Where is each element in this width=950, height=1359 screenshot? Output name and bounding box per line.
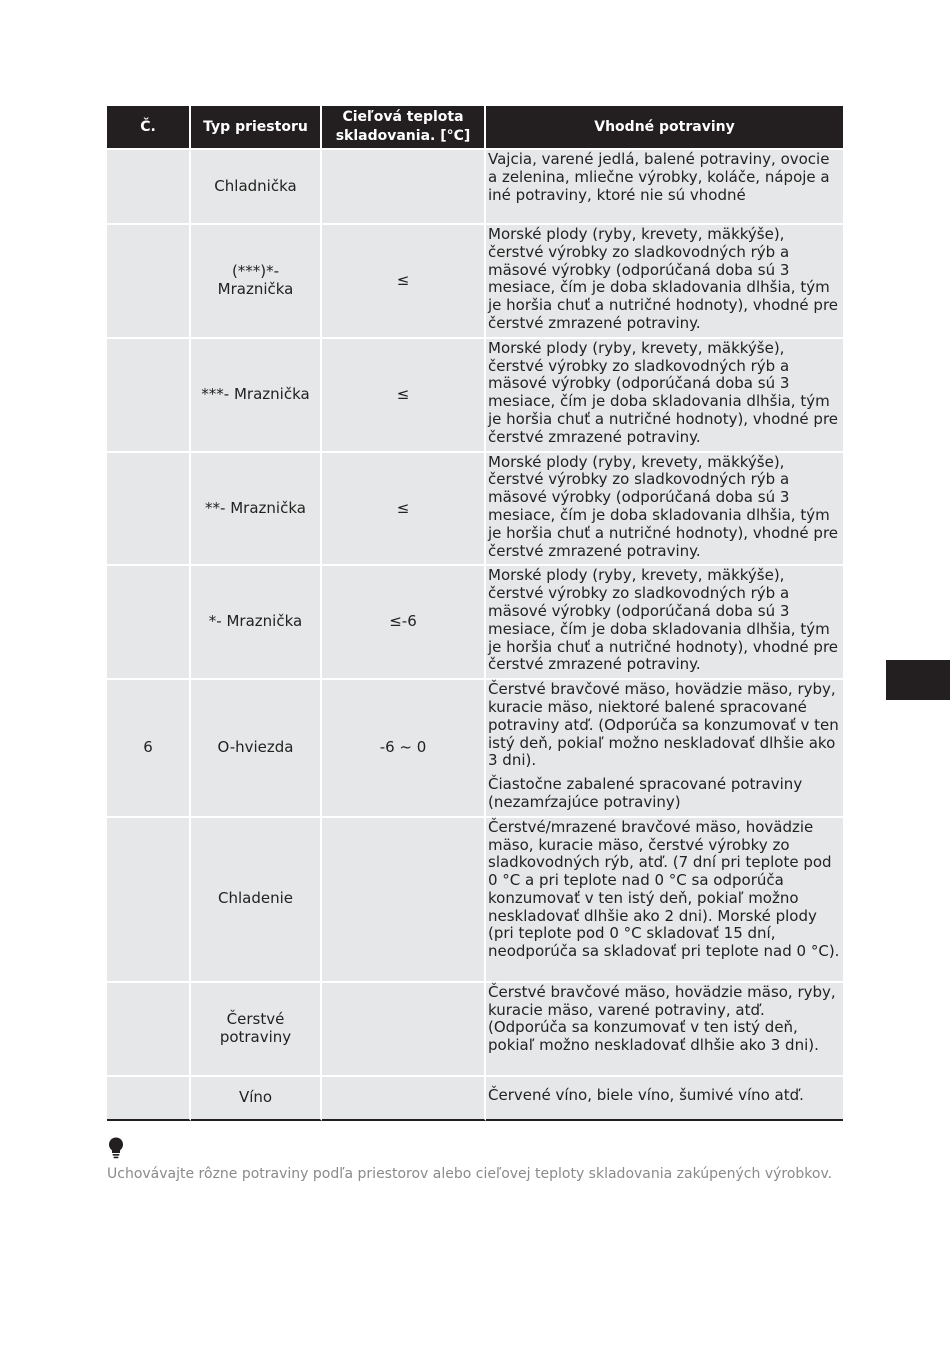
row-temperature: ≤	[322, 339, 486, 453]
row-number	[107, 148, 191, 225]
row-space-type: *- Mraznička	[191, 566, 322, 680]
row-number	[107, 566, 191, 680]
row-number	[107, 1077, 191, 1121]
row-number	[107, 818, 191, 983]
row-foods	[486, 148, 843, 225]
row-temperature: ≤	[322, 225, 486, 339]
table-row	[107, 818, 843, 983]
row-foods-text: Morské plody (ryby, krevety, mäkkýše), čerstvé výrobky zo sladkovodných rýb a mäsové výrobky (odporúčaná doba sú 3 mesiace, čím je doba skladovania dlhšia, tým je horšia chuť a nutričné hodnoty), vhodné pre čerstvé zmrazené potraviny.	[488, 225, 839, 332]
row-foods	[486, 339, 843, 453]
table-row	[107, 1077, 843, 1121]
header-space-type: Typ priestoru	[191, 106, 322, 148]
row-space-type: Chladnička	[191, 148, 322, 225]
row-space-type: Chladenie	[191, 818, 322, 983]
table-row	[107, 983, 843, 1077]
table-row	[107, 225, 843, 339]
row-temperature	[322, 1077, 486, 1121]
row-foods-text: Morské plody (ryby, krevety, mäkkýše), čerstvé výrobky zo sladkovodných rýb a mäsové výrobky (odporúčaná doba sú 3 mesiace, čím je doba skladovania dlhšia, tým je horšia chuť a nutričné hodnoty), vhodné pre čerstvé zmrazené potraviny.	[488, 452, 839, 560]
row-foods	[486, 1077, 843, 1121]
row-foods-text: Čerstvé/mrazené bravčové mäso, hovädzie mäso, kuracie mäso, čerstvé výrobky zo sladkovodných rýb, atď. (7 dní pri teplote pod 0 °C a pri teplote nad 0 °C sa odporúča konzumovať v ten istý deň, pokiaľ možno neskladovať dlhšie ako 2 dni). Morské plody (pri teplote pod 0 °C skladovať 15 dní, neodporúča sa skladovať pri teplote nad 0 °C).	[488, 817, 840, 961]
row-number	[107, 339, 191, 453]
section-tab-marker	[886, 660, 950, 700]
row-space-type: (***)*- Mraznička	[191, 225, 322, 339]
row-temperature	[322, 983, 486, 1077]
row-number: 6	[107, 680, 191, 818]
row-foods-text: Červené víno, biele víno, šumivé víno atď.	[488, 1086, 804, 1105]
row-space-type: **- Mraznička	[191, 453, 322, 567]
table-row	[107, 453, 843, 567]
tip-text: Uchovávajte rôzne potraviny podľa priestorov alebo cieľovej teploty skladovania zakúpených výrobkov.	[107, 1166, 833, 1182]
row-foods	[486, 818, 843, 983]
row-temperature	[322, 818, 486, 983]
row-space-type: Víno	[191, 1077, 322, 1121]
lightbulb-icon	[107, 1137, 125, 1159]
header-suitable-foods: Vhodné potraviny	[486, 106, 843, 148]
table-row	[107, 566, 843, 680]
row-number	[107, 225, 191, 339]
row-foods-text: Čerstvé bravčové mäso, hovädzie mäso, ryby, kuracie mäso, varené potraviny, atď. (Odporúča sa konzumovať v ten istý deň, pokiaľ možno neskladovať dlhšie ako 3 dni).	[488, 982, 836, 1055]
table-row	[107, 339, 843, 453]
row-temperature: -6 ~ 0	[322, 680, 486, 818]
header-number: Č.	[107, 106, 191, 148]
row-temperature	[322, 148, 486, 225]
row-space-type: Čerstvé potraviny	[191, 983, 322, 1077]
row-temperature: ≤	[322, 453, 486, 567]
row-foods	[486, 225, 843, 339]
row-foods	[486, 453, 843, 567]
table-row	[107, 148, 843, 225]
row-foods-text: Vajcia, varené jedlá, balené potraviny, ovocie a zelenina, mliečne výrobky, koláče, nápoje a iné potraviny, ktoré nie sú vhodné	[488, 150, 830, 204]
row-foods-text: Morské plody (ryby, krevety, mäkkýše), čerstvé výrobky zo sladkovodných rýb a mäsové výrobky (odporúčaná doba sú 3 mesiace, čím je doba skladovania dlhšia, tým je horšia chuť a nutričné hodnoty), vhodné pre čerstvé zmrazené potraviny.	[488, 566, 839, 674]
row-foods	[486, 680, 843, 818]
row-temperature: ≤-6	[322, 566, 486, 680]
row-foods-extra: Čiastočne zabalené spracované potraviny (nezamŕzajúce potraviny)	[488, 775, 803, 811]
row-space-type: ***- Mraznička	[191, 339, 322, 453]
row-number	[107, 453, 191, 567]
row-foods	[486, 566, 843, 680]
row-number	[107, 983, 191, 1077]
header-target-temperature: Cieľová teplota skladovania. [°C]	[322, 106, 486, 148]
row-foods-text: Čerstvé bravčové mäso, hovädzie mäso, ryby, kuracie mäso, niektoré balené spracované potraviny atď. (Odporúča sa konzumovať v ten istý deň, pokiaľ možno neskladovať dlhšie ako 3 dni).	[488, 680, 839, 770]
row-foods-text: Morské plody (ryby, krevety, mäkkýše), čerstvé výrobky zo sladkovodných rýb a mäsové výrobky (odporúčaná doba sú 3 mesiace, čím je doba skladovania dlhšia, tým je horšia chuť a nutričné hodnoty), vhodné pre čerstvé zmrazené potraviny.	[488, 338, 839, 446]
table-row	[107, 680, 843, 818]
row-foods	[486, 983, 843, 1077]
row-space-type: O-hviezda	[191, 680, 322, 818]
storage-table	[107, 106, 843, 1121]
table-header-row	[107, 106, 843, 148]
